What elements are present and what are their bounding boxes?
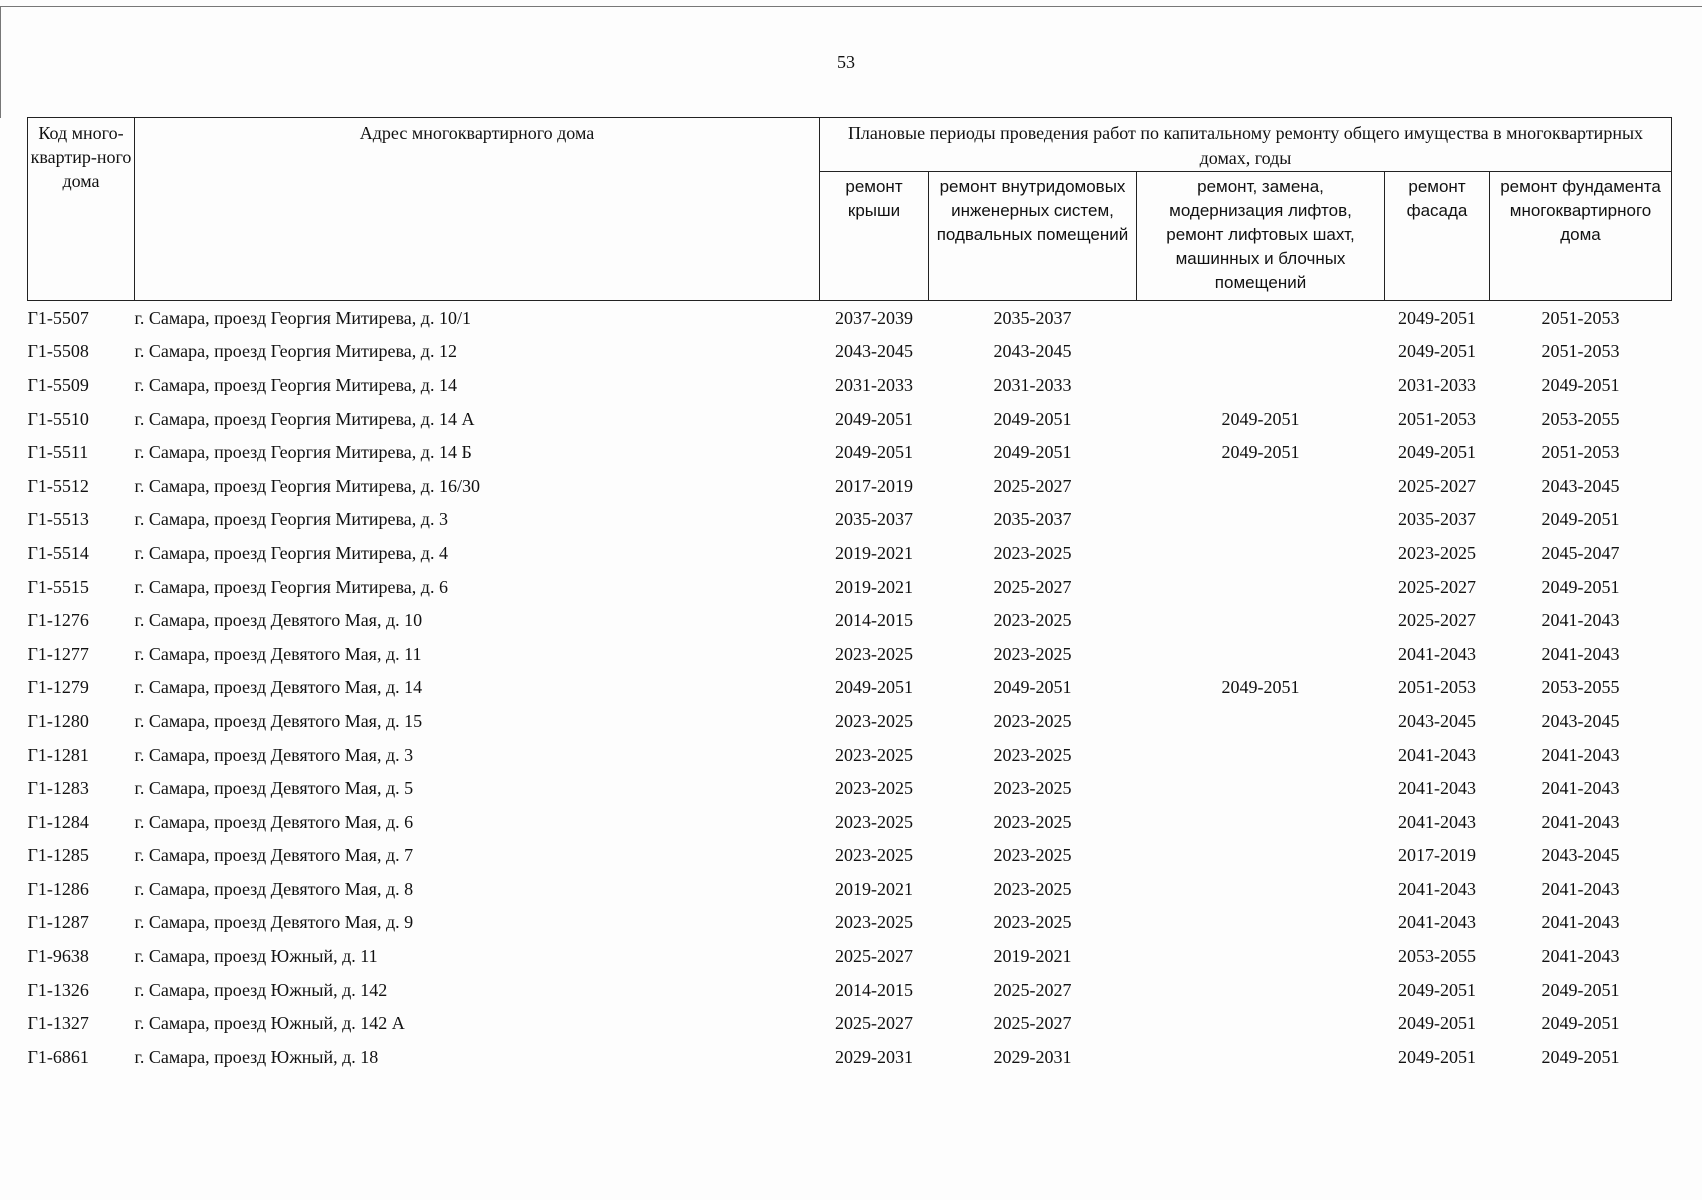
cell-roof: 2035-2037: [835, 509, 913, 530]
cell-roof: 2037-2039: [835, 307, 913, 328]
cell-code: Г1-5508: [27, 341, 89, 362]
table-row: [28, 973, 1672, 1007]
cell-foundation: 2053-2055: [1541, 408, 1620, 429]
cell-systems: 2023-2025: [993, 542, 1072, 563]
cell-foundation: 2041-2043: [1541, 811, 1620, 832]
cell-systems: 2049-2051: [993, 442, 1072, 463]
cell-foundation: 2041-2043: [1541, 946, 1620, 967]
cell-roof: 2019-2021: [835, 878, 913, 899]
repair-schedule-table: [27, 117, 1672, 1074]
table-row: [28, 671, 1672, 705]
cell-foundation: 2043-2045: [1541, 845, 1620, 866]
cell-code: Г1-5511: [27, 442, 89, 463]
cell-facade: 2049-2051: [1398, 307, 1476, 328]
cell-roof: 2049-2051: [835, 677, 913, 698]
cell-elevators: 2049-2051: [1221, 442, 1300, 463]
cell-elevators: [1137, 570, 1385, 604]
cell-foundation: 2051-2053: [1541, 341, 1620, 362]
header-systems: ремонт внутридомовых инженерных систем, подвальных помещений: [929, 172, 1137, 301]
cell-roof: 2023-2025: [835, 710, 913, 731]
table-row: [28, 435, 1672, 469]
header-address: Адрес многоквартирного дома: [135, 118, 820, 301]
cell-roof: 2025-2027: [835, 1013, 913, 1034]
cell-systems: 2023-2025: [993, 610, 1072, 631]
cell-address: г. Самара, проезд Девятого Мая, д. 6: [134, 811, 414, 832]
cell-address: г. Самара, проезд Южный, д. 11: [134, 946, 378, 967]
cell-facade: 2025-2027: [1398, 610, 1476, 631]
cell-elevators: [1137, 503, 1385, 537]
cell-elevators: [1137, 335, 1385, 369]
cell-foundation: 2049-2051: [1541, 374, 1620, 395]
cell-address: г. Самара, проезд Георгия Митирева, д. 12: [134, 341, 457, 362]
cell-code: Г1-1283: [27, 778, 89, 799]
cell-address: г. Самара, проезд Девятого Мая, д. 10: [134, 610, 423, 631]
cell-facade: 2023-2025: [1398, 542, 1476, 563]
cell-roof: 2049-2051: [835, 408, 913, 429]
cell-code: Г1-1286: [27, 878, 89, 899]
cell-roof: 2023-2025: [835, 811, 913, 832]
cell-address: г. Самара, проезд Георгия Митирева, д. 14 Б: [134, 442, 472, 463]
cell-facade: 2041-2043: [1398, 744, 1476, 765]
cell-roof: 2023-2025: [835, 778, 913, 799]
cell-roof: 2014-2015: [835, 610, 913, 631]
header-row-top: [28, 118, 1672, 172]
cell-foundation: 2051-2053: [1541, 442, 1620, 463]
cell-elevators: [1137, 1006, 1385, 1040]
cell-systems: 2023-2025: [993, 744, 1072, 765]
cell-systems: 2025-2027: [993, 979, 1072, 1000]
cell-facade: 2049-2051: [1398, 1013, 1476, 1034]
cell-code: Г1-1327: [27, 1013, 89, 1034]
cell-foundation: 2041-2043: [1541, 778, 1620, 799]
cell-systems: 2029-2031: [993, 1046, 1072, 1067]
cell-roof: 2049-2051: [835, 442, 913, 463]
table-row: [28, 1040, 1672, 1074]
cell-facade: 2031-2033: [1398, 374, 1476, 395]
cell-roof: 2019-2021: [835, 542, 913, 563]
table-body: [28, 301, 1672, 1074]
cell-code: Г1-5515: [27, 576, 89, 597]
cell-facade: 2049-2051: [1398, 442, 1476, 463]
table-row: [28, 637, 1672, 671]
cell-foundation: 2049-2051: [1541, 1013, 1620, 1034]
table-row: [28, 839, 1672, 873]
cell-elevators: [1137, 469, 1385, 503]
cell-code: Г1-6861: [27, 1046, 89, 1067]
cell-code: Г1-5510: [27, 408, 89, 429]
cell-code: Г1-1277: [27, 643, 89, 664]
cell-foundation: 2041-2043: [1541, 643, 1620, 664]
cell-code: Г1-1279: [27, 677, 89, 698]
cell-code: Г1-1281: [27, 744, 89, 765]
header-code: Код много-квартир-ного дома: [28, 118, 135, 301]
cell-roof: 2017-2019: [835, 475, 913, 496]
cell-roof: 2043-2045: [835, 341, 913, 362]
cell-address: г. Самара, проезд Георгия Митирева, д. 16/30: [134, 475, 480, 496]
cell-elevators: [1137, 939, 1385, 973]
cell-address: г. Самара, проезд Девятого Мая, д. 8: [134, 878, 414, 899]
cell-code: Г1-1287: [27, 912, 89, 933]
cell-roof: 2025-2027: [835, 946, 913, 967]
cell-elevators: [1137, 973, 1385, 1007]
cell-facade: 2049-2051: [1398, 1046, 1476, 1067]
cell-elevators: [1137, 805, 1385, 839]
cell-systems: 2025-2027: [993, 1013, 1072, 1034]
cell-facade: 2035-2037: [1398, 509, 1476, 530]
page-number: 53: [837, 52, 855, 72]
cell-facade: 2041-2043: [1398, 643, 1476, 664]
cell-elevators: [1137, 771, 1385, 805]
cell-facade: 2051-2053: [1398, 677, 1476, 698]
cell-foundation: 2049-2051: [1541, 576, 1620, 597]
cell-address: г. Самара, проезд Девятого Мая, д. 11: [134, 643, 422, 664]
cell-systems: 2023-2025: [993, 778, 1072, 799]
cell-systems: 2043-2045: [993, 341, 1072, 362]
cell-systems: 2019-2021: [993, 946, 1072, 967]
table-row: [28, 738, 1672, 772]
header-elevators: ремонт, замена, модернизация лифтов, ремонт лифтовых шахт, машинных и блочных помещений: [1137, 172, 1385, 301]
cell-code: Г1-1280: [27, 710, 89, 731]
page-edge-left: [0, 6, 1, 118]
cell-address: г. Самара, проезд Южный, д. 18: [134, 1046, 379, 1067]
cell-systems: 2031-2033: [993, 374, 1072, 395]
cell-address: г. Самара, проезд Девятого Мая, д. 15: [134, 710, 423, 731]
cell-code: Г1-1326: [27, 979, 89, 1000]
cell-foundation: 2049-2051: [1541, 1046, 1620, 1067]
table-row: [28, 1006, 1672, 1040]
cell-systems: 2023-2025: [993, 912, 1072, 933]
table-row: [28, 805, 1672, 839]
cell-roof: 2023-2025: [835, 643, 913, 664]
cell-systems: 2035-2037: [993, 307, 1072, 328]
cell-code: Г1-5509: [27, 374, 89, 395]
table-row: [28, 301, 1672, 335]
cell-systems: 2035-2037: [993, 509, 1072, 530]
cell-facade: 2025-2027: [1398, 576, 1476, 597]
cell-elevators: [1137, 603, 1385, 637]
header-foundation: ремонт фундамента многоквартирного дома: [1490, 172, 1672, 301]
cell-elevators: [1137, 738, 1385, 772]
cell-address: г. Самара, проезд Южный, д. 142: [134, 979, 388, 1000]
cell-roof: 2029-2031: [835, 1046, 913, 1067]
cell-systems: 2023-2025: [993, 710, 1072, 731]
cell-address: г. Самара, проезд Девятого Мая, д. 9: [134, 912, 414, 933]
cell-facade: 2041-2043: [1398, 811, 1476, 832]
header-roof: ремонт крыши: [820, 172, 929, 301]
cell-code: Г1-9638: [27, 946, 89, 967]
cell-elevators: [1137, 368, 1385, 402]
cell-elevators: [1137, 301, 1385, 335]
cell-elevators: [1137, 872, 1385, 906]
header-planned-periods: Плановые периоды проведения работ по капитальному ремонту общего имущества в многоквартирных домах, годы: [820, 118, 1672, 172]
cell-address: г. Самара, проезд Южный, д. 142 А: [134, 1013, 405, 1034]
cell-foundation: 2041-2043: [1541, 878, 1620, 899]
cell-foundation: 2049-2051: [1541, 979, 1620, 1000]
cell-facade: 2053-2055: [1398, 946, 1476, 967]
cell-code: Г1-1276: [27, 610, 89, 631]
cell-elevators: [1137, 839, 1385, 873]
cell-foundation: 2051-2053: [1541, 307, 1620, 328]
table-row: [28, 704, 1672, 738]
cell-foundation: 2053-2055: [1541, 677, 1620, 698]
cell-foundation: 2043-2045: [1541, 475, 1620, 496]
table-row: [28, 335, 1672, 369]
cell-code: Г1-5507: [27, 307, 89, 328]
table-row: [28, 939, 1672, 973]
cell-address: г. Самара, проезд Девятого Мая, д. 14: [134, 677, 423, 698]
cell-foundation: 2041-2043: [1541, 912, 1620, 933]
cell-elevators: [1137, 536, 1385, 570]
cell-elevators: [1137, 1040, 1385, 1074]
cell-address: г. Самара, проезд Девятого Мая, д. 7: [134, 845, 414, 866]
table-row: [28, 906, 1672, 940]
cell-foundation: 2045-2047: [1541, 542, 1620, 563]
cell-address: г. Самара, проезд Георгия Митирева, д. 3: [134, 509, 448, 530]
cell-elevators: 2049-2051: [1221, 677, 1300, 698]
cell-systems: 2025-2027: [993, 475, 1072, 496]
cell-address: г. Самара, проезд Георгия Митирева, д. 10/1: [134, 307, 471, 328]
table-row: [28, 771, 1672, 805]
cell-address: г. Самара, проезд Георгия Митирева, д. 14: [134, 374, 457, 395]
cell-elevators: 2049-2051: [1221, 408, 1300, 429]
cell-systems: 2023-2025: [993, 811, 1072, 832]
cell-foundation: 2041-2043: [1541, 610, 1620, 631]
cell-facade: 2049-2051: [1398, 979, 1476, 1000]
table-row: [28, 603, 1672, 637]
header-facade: ремонт фасада: [1385, 172, 1490, 301]
cell-roof: 2031-2033: [835, 374, 913, 395]
table-row: [28, 469, 1672, 503]
cell-systems: 2023-2025: [993, 878, 1072, 899]
cell-facade: 2041-2043: [1398, 912, 1476, 933]
cell-roof: 2019-2021: [835, 576, 913, 597]
cell-roof: 2023-2025: [835, 912, 913, 933]
cell-systems: 2049-2051: [993, 408, 1072, 429]
cell-code: Г1-5513: [27, 509, 89, 530]
cell-foundation: 2049-2051: [1541, 509, 1620, 530]
table-row: [28, 872, 1672, 906]
table-row: [28, 570, 1672, 604]
cell-foundation: 2043-2045: [1541, 710, 1620, 731]
cell-address: г. Самара, проезд Девятого Мая, д. 5: [134, 778, 414, 799]
cell-roof: 2023-2025: [835, 744, 913, 765]
cell-address: г. Самара, проезд Георгия Митирева, д. 4: [134, 542, 448, 563]
cell-address: г. Самара, проезд Георгия Митирева, д. 6: [134, 576, 448, 597]
cell-roof: 2023-2025: [835, 845, 913, 866]
cell-roof: 2014-2015: [835, 979, 913, 1000]
page-edge-top: [0, 6, 1702, 7]
cell-elevators: [1137, 704, 1385, 738]
table-row: [28, 536, 1672, 570]
table-row: [28, 503, 1672, 537]
table-row: [28, 402, 1672, 436]
cell-code: Г1-1285: [27, 845, 89, 866]
cell-facade: 2041-2043: [1398, 878, 1476, 899]
cell-facade: 2043-2045: [1398, 710, 1476, 731]
cell-facade: 2025-2027: [1398, 475, 1476, 496]
cell-systems: 2025-2027: [993, 576, 1072, 597]
cell-code: Г1-5514: [27, 542, 89, 563]
cell-facade: 2041-2043: [1398, 778, 1476, 799]
cell-address: г. Самара, проезд Георгия Митирева, д. 14 А: [134, 408, 475, 429]
table-row: [28, 368, 1672, 402]
cell-code: Г1-1284: [27, 811, 89, 832]
cell-systems: 2023-2025: [993, 845, 1072, 866]
cell-systems: 2049-2051: [993, 677, 1072, 698]
cell-foundation: 2041-2043: [1541, 744, 1620, 765]
cell-facade: 2017-2019: [1398, 845, 1476, 866]
cell-facade: 2051-2053: [1398, 408, 1476, 429]
cell-systems: 2023-2025: [993, 643, 1072, 664]
cell-facade: 2049-2051: [1398, 341, 1476, 362]
cell-elevators: [1137, 637, 1385, 671]
cell-code: Г1-5512: [27, 475, 89, 496]
cell-address: г. Самара, проезд Девятого Мая, д. 3: [134, 744, 414, 765]
cell-elevators: [1137, 906, 1385, 940]
